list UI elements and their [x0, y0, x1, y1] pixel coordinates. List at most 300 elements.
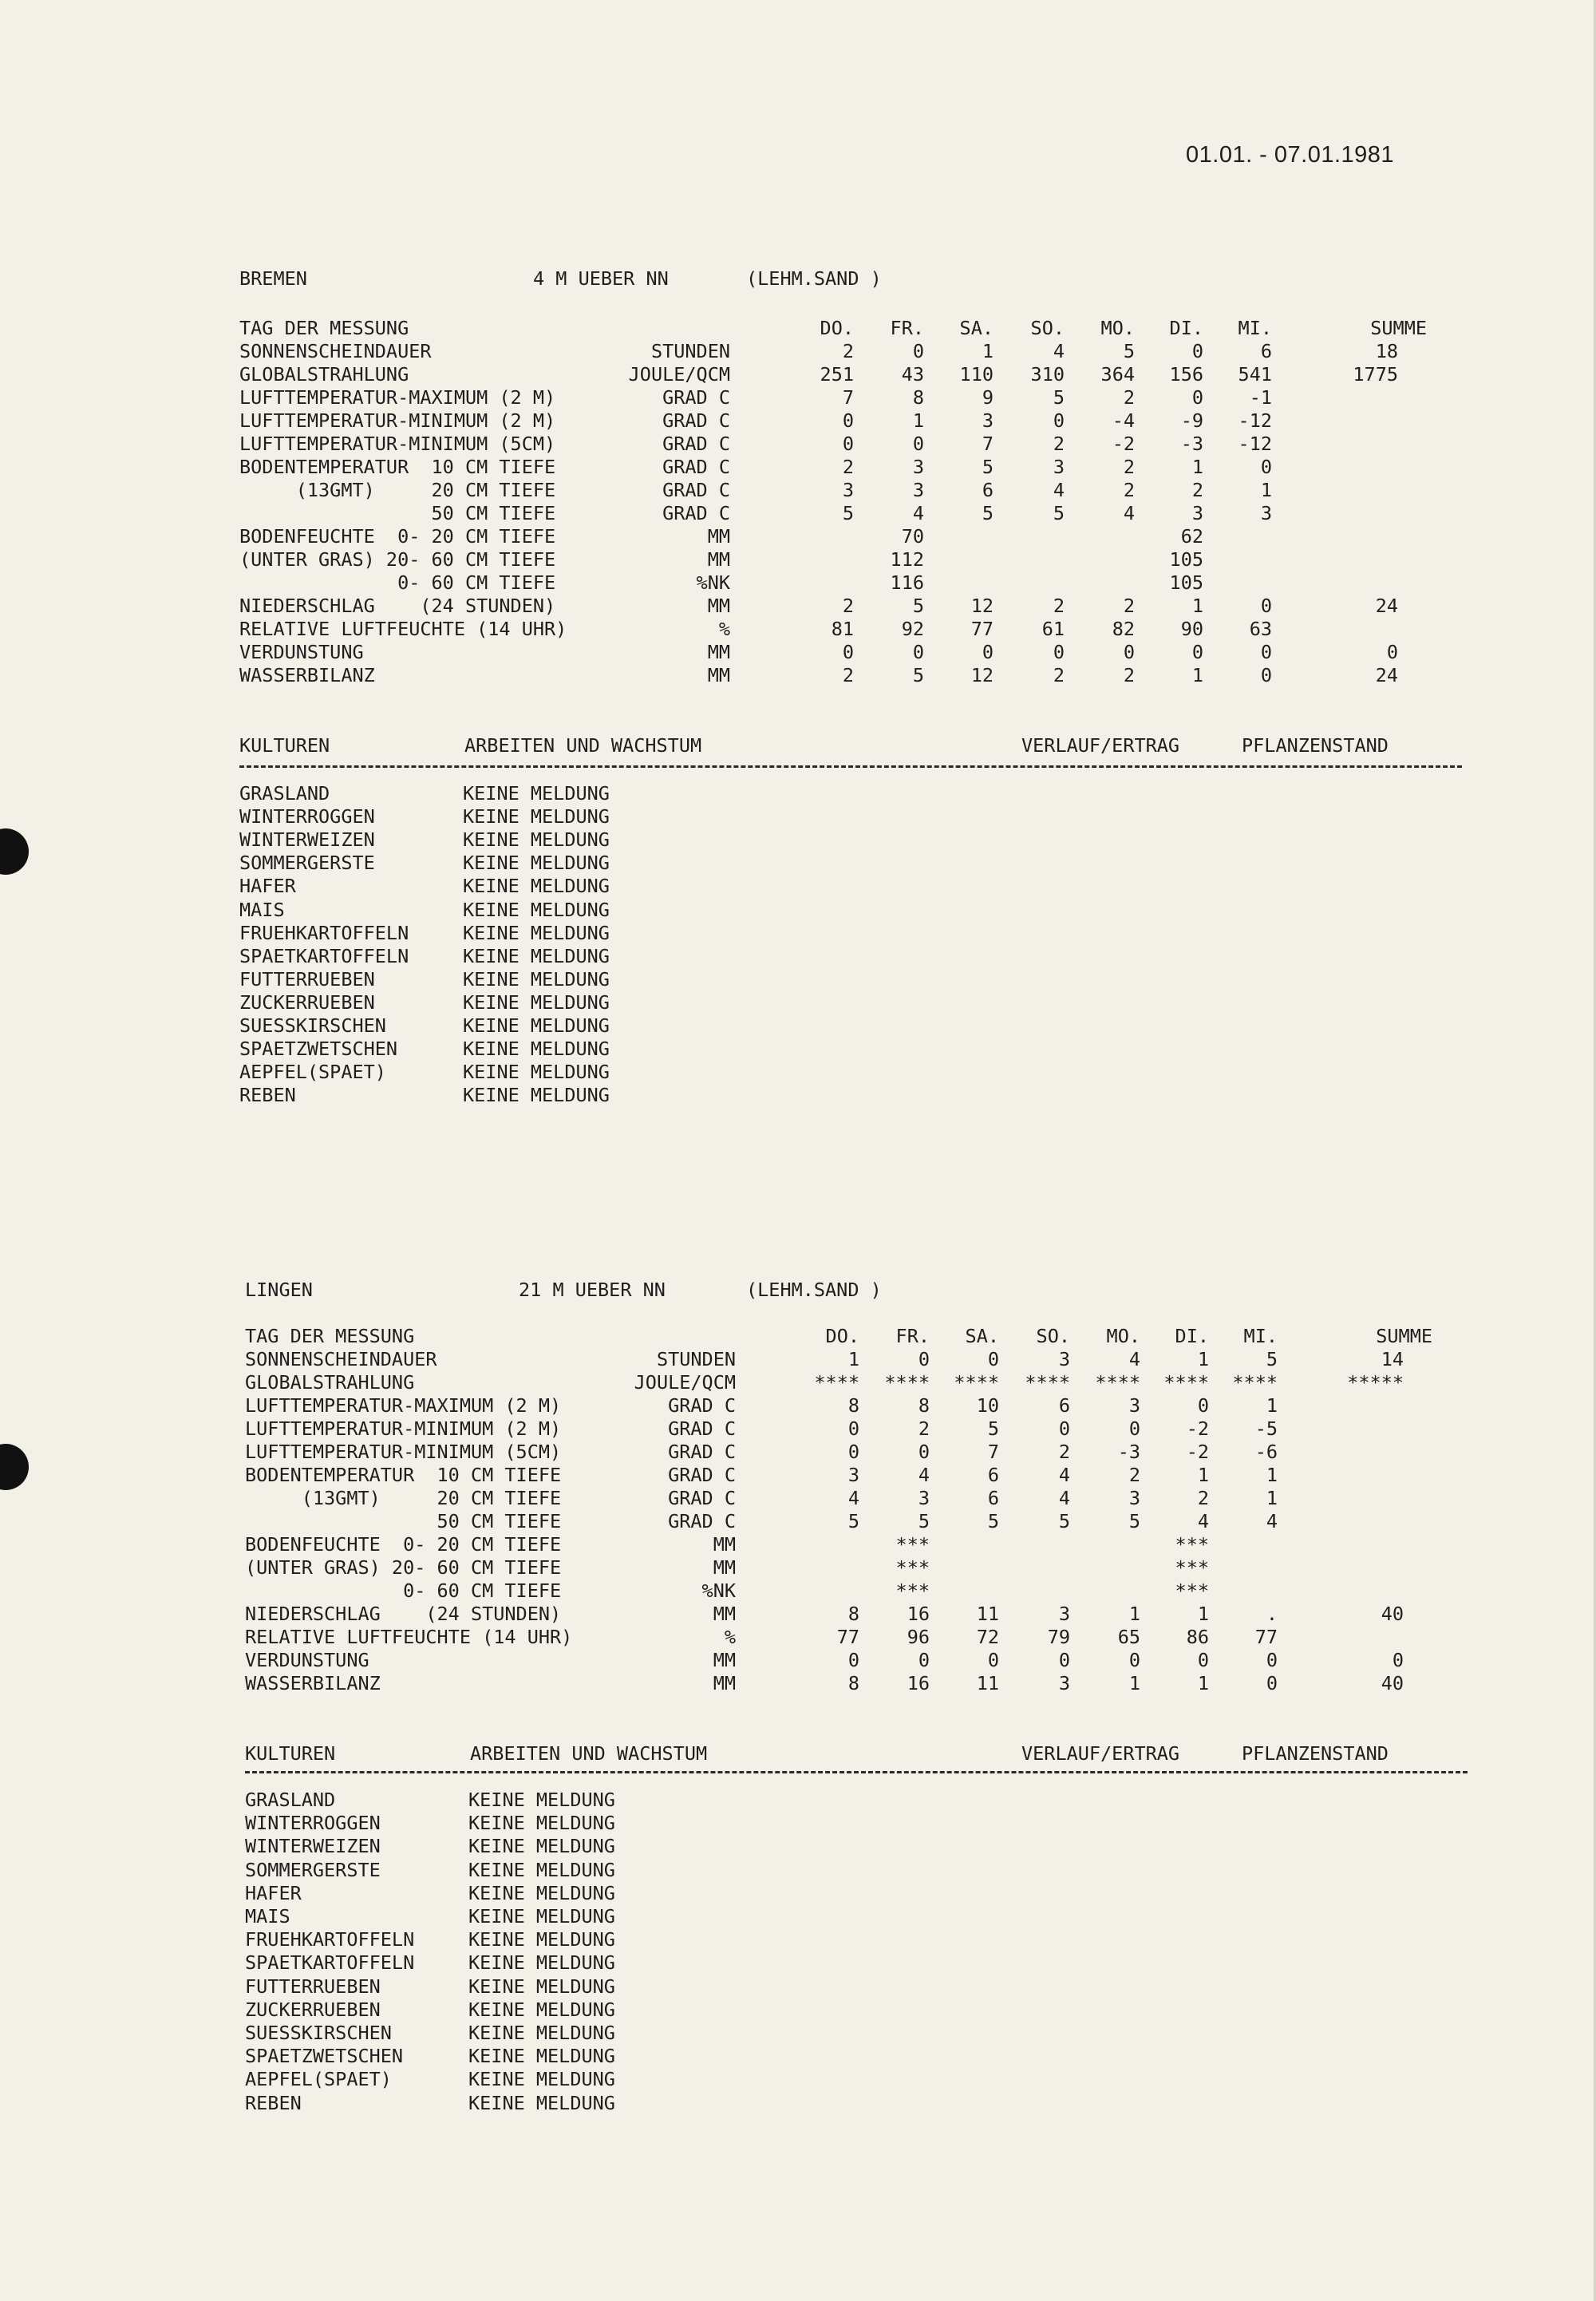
row-label: 50 CM TIEFE: [245, 1510, 562, 1532]
cell-summe: 0: [1392, 1649, 1404, 1671]
day-header: SO.: [1030, 317, 1065, 339]
day-header: SA.: [965, 1325, 999, 1347]
row-unit: GRAD C: [662, 456, 730, 478]
crop-status: KEINE MELDUNG: [463, 1084, 610, 1107]
crop-status: KEINE MELDUNG: [468, 1858, 615, 1881]
cell-value: 86: [1186, 1626, 1209, 1648]
cell-value: 251: [820, 363, 854, 385]
crop-name: HAFER: [245, 1881, 302, 1904]
row-label: LUFTTEMPERATUR-MINIMUM (2 M): [239, 409, 556, 432]
cell-value: 8: [918, 1394, 930, 1417]
crop-name: SPAETKARTOFFELN: [245, 1951, 415, 1975]
table-row: [0, 1533, 1596, 1556]
cell-value: 5: [1266, 1348, 1278, 1370]
cell-value: ***: [895, 1556, 930, 1579]
crop-status: KEINE MELDUNG: [463, 852, 610, 875]
table-row: [0, 1348, 1596, 1371]
row-unit: GRAD C: [668, 1464, 736, 1486]
row-unit: GRAD C: [662, 502, 730, 524]
dashed-separator: [239, 765, 1462, 768]
row-label: LUFTTEMPERATUR-MAXIMUM (2 M): [245, 1394, 562, 1417]
cell-value: 0: [987, 1348, 999, 1370]
crop-name: SUESSKIRSCHEN: [239, 1014, 386, 1037]
cell-value: 2: [842, 595, 854, 617]
row-label: (13GMT) 20 CM TIEFE: [239, 479, 556, 501]
crop-status: KEINE MELDUNG: [468, 2068, 615, 2091]
crop-name: MAIS: [245, 1905, 290, 1927]
cell-value: 4: [1128, 1348, 1140, 1370]
crop-status: KEINE MELDUNG: [468, 1812, 615, 1835]
cell-value: 1: [1197, 1603, 1209, 1625]
table-row: [0, 1579, 1596, 1603]
punch-hole: [0, 828, 29, 875]
cell-value: -2: [1112, 433, 1135, 455]
row-unit: %NK: [701, 1579, 736, 1602]
day-header: MO.: [1106, 1325, 1140, 1347]
cell-value: 77: [970, 618, 994, 640]
table-header-label: TAG DER MESSUNG: [239, 317, 409, 339]
row-unit: %: [718, 618, 730, 640]
day-header: MI.: [1243, 1325, 1278, 1347]
cell-value: 2: [1058, 1441, 1070, 1463]
cell-value: 92: [901, 618, 924, 640]
cell-value: 1: [1266, 1464, 1278, 1486]
day-header: SO.: [1036, 1325, 1070, 1347]
cell-value: 0: [842, 641, 854, 663]
crop-status: KEINE MELDUNG: [463, 1061, 610, 1084]
cell-summe: 0: [1386, 641, 1398, 663]
row-unit: STUNDEN: [650, 340, 730, 362]
crop-status: KEINE MELDUNG: [468, 2045, 615, 2068]
crop-status: KEINE MELDUNG: [463, 782, 610, 805]
cell-value: -5: [1254, 1417, 1278, 1440]
cell-value: 1: [1260, 479, 1272, 501]
cell-value: 0: [847, 1649, 859, 1671]
row-label: LUFTTEMPERATUR-MINIMUM (5CM): [239, 433, 556, 455]
row-unit: %: [724, 1626, 736, 1648]
day-header: DI.: [1169, 317, 1203, 339]
crop-status: KEINE MELDUNG: [468, 1881, 615, 1904]
crop-status: KEINE MELDUNG: [468, 1835, 615, 1858]
row-unit: GRAD C: [662, 409, 730, 432]
verlauf-col-label: VERLAUF/ERTRAG: [1021, 1742, 1180, 1765]
row-label: RELATIVE LUFTFEUCHTE (14 UHR): [239, 618, 567, 640]
cell-value: 6: [1058, 1394, 1070, 1417]
date-range: 01.01. - 07.01.1981: [1186, 142, 1395, 168]
cell-value: 0: [1260, 456, 1272, 478]
table-row: [0, 1510, 1596, 1533]
cell-value: 0: [1058, 1417, 1070, 1440]
cell-value: 0: [918, 1441, 930, 1463]
cell-summe: *****: [1347, 1371, 1404, 1394]
row-label: NIEDERSCHLAG (24 STUNDEN): [245, 1603, 562, 1625]
cell-value: 5: [912, 664, 924, 686]
cell-value: 0: [1123, 641, 1135, 663]
cell-value: 4: [1058, 1487, 1070, 1509]
crop-status: KEINE MELDUNG: [468, 1975, 615, 1998]
row-label: GLOBALSTRAHLUNG: [239, 363, 409, 385]
cell-value: 11: [976, 1603, 999, 1625]
cell-value: 2: [1123, 386, 1135, 409]
row-label: WASSERBILANZ: [245, 1672, 381, 1694]
cell-value: 12: [970, 664, 994, 686]
cell-value: ***: [895, 1533, 930, 1556]
cell-value: 4: [1197, 1510, 1209, 1532]
crop-status: KEINE MELDUNG: [463, 944, 610, 967]
row-label: NIEDERSCHLAG (24 STUNDEN): [239, 595, 556, 617]
cell-summe: 40: [1381, 1603, 1404, 1625]
cell-value: 2: [842, 664, 854, 686]
cell-value: 1: [1197, 1464, 1209, 1486]
cell-value: 3: [1058, 1348, 1070, 1370]
row-unit: MM: [713, 1556, 736, 1579]
cell-value: 1: [1191, 664, 1203, 686]
row-unit: JOULE/QCM: [634, 1371, 736, 1394]
cell-value: 5: [982, 456, 994, 478]
table-row: [0, 1487, 1596, 1510]
table-row: [0, 1626, 1596, 1649]
cell-value: 96: [907, 1626, 930, 1648]
day-header: DI.: [1175, 1325, 1209, 1347]
cell-value: ***: [1175, 1533, 1209, 1556]
cell-value: 5: [918, 1510, 930, 1532]
cell-summe: 14: [1381, 1348, 1404, 1370]
table-row: [0, 571, 1596, 595]
table-row: [0, 363, 1596, 386]
table-row: [0, 1464, 1596, 1487]
row-unit: MM: [707, 641, 730, 663]
crop-status: KEINE MELDUNG: [463, 1038, 610, 1061]
dashed-separator: [245, 1771, 1468, 1773]
cell-value: 112: [890, 548, 924, 571]
crop-status: KEINE MELDUNG: [468, 2022, 615, 2044]
day-header: SA.: [959, 317, 994, 339]
cell-value: 6: [987, 1487, 999, 1509]
table-row: [0, 641, 1596, 664]
cell-value: 156: [1169, 363, 1203, 385]
cell-value: 6: [982, 479, 994, 501]
row-label: GLOBALSTRAHLUNG: [245, 1371, 415, 1394]
row-unit: GRAD C: [668, 1394, 736, 1417]
crop-status: KEINE MELDUNG: [463, 967, 610, 990]
station-altitude: 21 M UEBER NN: [519, 1279, 666, 1301]
table-row: [0, 1556, 1596, 1579]
cell-value: 1: [1128, 1672, 1140, 1694]
crop-status: KEINE MELDUNG: [468, 1789, 615, 1811]
crop-name: REBEN: [239, 1084, 296, 1107]
cell-value: 0: [1260, 664, 1272, 686]
crop-name: HAFER: [239, 875, 296, 898]
cell-value: 79: [1047, 1626, 1070, 1648]
row-unit: MM: [707, 548, 730, 571]
cell-value: 3: [912, 479, 924, 501]
crop-name: FUTTERRUEBEN: [239, 967, 375, 990]
day-header: MO.: [1100, 317, 1135, 339]
row-label: (UNTER GRAS) 20- 60 CM TIEFE: [239, 548, 556, 571]
arbeiten-col-label: ARBEITEN UND WACHSTUM: [464, 734, 702, 757]
table-header-row: [0, 317, 1596, 340]
row-unit: JOULE/QCM: [628, 363, 730, 385]
cell-value: 16: [907, 1672, 930, 1694]
crop-name: WINTERWEIZEN: [245, 1835, 381, 1858]
row-unit: MM: [713, 1533, 736, 1556]
table-header-label: TAG DER MESSUNG: [245, 1325, 415, 1347]
cell-value: 3: [842, 479, 854, 501]
cell-value: ***: [1175, 1579, 1209, 1602]
cell-value: 77: [1254, 1626, 1278, 1648]
crop-status: KEINE MELDUNG: [468, 1998, 615, 2021]
crop-status: KEINE MELDUNG: [463, 805, 610, 828]
table-row: [0, 595, 1596, 618]
cell-value: 4: [847, 1487, 859, 1509]
row-unit: MM: [713, 1649, 736, 1671]
cell-value: 9: [982, 386, 994, 409]
crop-status: KEINE MELDUNG: [463, 828, 610, 852]
table-row: [0, 456, 1596, 479]
cell-value: 0: [912, 340, 924, 362]
row-label: VERDUNSTUNG: [245, 1649, 369, 1671]
cell-value: 0: [1197, 1394, 1209, 1417]
table-row: [0, 1672, 1596, 1695]
cell-value: 0: [847, 1441, 859, 1463]
row-unit: MM: [713, 1603, 736, 1625]
crop-name: REBEN: [245, 2091, 302, 2114]
cell-value: 2: [918, 1417, 930, 1440]
cell-value: 5: [1053, 386, 1065, 409]
row-label: SONNENSCHEINDAUER: [245, 1348, 437, 1370]
cell-value: .: [1266, 1603, 1278, 1625]
cell-value: 0: [1053, 641, 1065, 663]
table-row: [0, 1603, 1596, 1626]
cell-value: 1: [1266, 1394, 1278, 1417]
table-row: [0, 409, 1596, 433]
cell-summe: 24: [1375, 595, 1398, 617]
summe-header: SUMME: [1370, 317, 1427, 339]
cell-value: 105: [1169, 548, 1203, 571]
cell-value: 0: [987, 1649, 999, 1671]
cell-value: 4: [1053, 340, 1065, 362]
table-row: [0, 386, 1596, 409]
cell-summe: 18: [1375, 340, 1398, 362]
cell-value: 2: [1128, 1464, 1140, 1486]
crop-status: KEINE MELDUNG: [468, 2091, 615, 2114]
cell-value: 8: [847, 1672, 859, 1694]
crop-name: ZUCKERRUEBEN: [245, 1998, 381, 2021]
table-row: [0, 479, 1596, 502]
crop-name: SPAETZWETSCHEN: [245, 2045, 404, 2068]
cell-value: 2: [1123, 664, 1135, 686]
cell-value: ****: [1232, 1371, 1278, 1394]
cell-value: 105: [1169, 571, 1203, 594]
station-soil: (LEHM.SAND ): [746, 267, 882, 290]
cell-value: 3: [1260, 502, 1272, 524]
row-label: 50 CM TIEFE: [239, 502, 556, 524]
station-altitude: 4 M UEBER NN: [533, 267, 669, 290]
cell-value: 0: [1266, 1672, 1278, 1694]
cell-value: 1: [1191, 456, 1203, 478]
cell-value: 0: [1191, 340, 1203, 362]
row-label: WASSERBILANZ: [239, 664, 375, 686]
cell-value: 5: [987, 1510, 999, 1532]
cell-value: 65: [1117, 1626, 1140, 1648]
cell-value: 7: [842, 386, 854, 409]
cell-value: 5: [1053, 502, 1065, 524]
cell-value: ****: [1095, 1371, 1140, 1394]
day-header: FR.: [895, 1325, 930, 1347]
cell-value: 5: [847, 1510, 859, 1532]
row-label: BODENFEUCHTE 0- 20 CM TIEFE: [239, 525, 556, 548]
cell-value: 4: [912, 502, 924, 524]
table-row: [0, 340, 1596, 363]
cell-value: 3: [1053, 456, 1065, 478]
cell-value: 116: [890, 571, 924, 594]
table-header-row: [0, 1325, 1596, 1348]
cell-value: ****: [954, 1371, 999, 1394]
row-unit: GRAD C: [668, 1510, 736, 1532]
cell-value: 3: [918, 1487, 930, 1509]
table-row: [0, 618, 1596, 641]
cell-value: 0: [1058, 1649, 1070, 1671]
cell-value: 2: [1123, 456, 1135, 478]
cell-value: 4: [1266, 1510, 1278, 1532]
cell-value: -6: [1254, 1441, 1278, 1463]
cell-value: 0: [842, 409, 854, 432]
cell-value: 7: [987, 1441, 999, 1463]
cell-value: 0: [918, 1348, 930, 1370]
cell-value: 7: [982, 433, 994, 455]
kulturen-col-label: KULTUREN: [245, 1742, 336, 1765]
cell-value: 2: [842, 456, 854, 478]
cell-value: 3: [1128, 1487, 1140, 1509]
cell-value: 61: [1041, 618, 1065, 640]
table-row: [0, 1649, 1596, 1672]
cell-value: 0: [1197, 1649, 1209, 1671]
cell-value: 16: [907, 1603, 930, 1625]
cell-value: 1: [1197, 1672, 1209, 1694]
crop-name: MAIS: [239, 898, 285, 921]
cell-value: 2: [1053, 595, 1065, 617]
cell-value: 2: [1123, 479, 1135, 501]
crop-name: WINTERROGGEN: [245, 1812, 381, 1835]
cell-value: 3: [1128, 1394, 1140, 1417]
row-unit: MM: [713, 1672, 736, 1694]
cell-value: 0: [1266, 1649, 1278, 1671]
cell-value: 90: [1180, 618, 1203, 640]
cell-value: 0: [842, 433, 854, 455]
cell-value: 541: [1238, 363, 1272, 385]
cell-value: -3: [1180, 433, 1203, 455]
summe-header: SUMME: [1376, 1325, 1432, 1347]
cell-value: 4: [1053, 479, 1065, 501]
table-row: [0, 1441, 1596, 1464]
row-unit: GRAD C: [668, 1417, 736, 1440]
cell-value: 0: [1260, 641, 1272, 663]
day-header: DO.: [820, 317, 854, 339]
cell-value: 8: [912, 386, 924, 409]
cell-value: 110: [959, 363, 994, 385]
cell-value: 6: [987, 1464, 999, 1486]
crop-name: FRUEHKARTOFFELN: [239, 921, 409, 944]
cell-value: 0: [982, 641, 994, 663]
cell-value: 364: [1100, 363, 1135, 385]
crop-status: KEINE MELDUNG: [463, 1014, 610, 1037]
day-header: FR.: [890, 317, 924, 339]
cell-value: -4: [1112, 409, 1135, 432]
table-row: [0, 664, 1596, 687]
cell-value: 1: [1128, 1603, 1140, 1625]
row-unit: GRAD C: [662, 479, 730, 501]
row-unit: MM: [707, 595, 730, 617]
row-label: (UNTER GRAS) 20- 60 CM TIEFE: [245, 1556, 562, 1579]
crop-status: KEINE MELDUNG: [468, 1905, 615, 1927]
cell-value: 11: [976, 1672, 999, 1694]
cell-value: 3: [1058, 1672, 1070, 1694]
cell-value: 0: [1128, 1649, 1140, 1671]
row-unit: %NK: [696, 571, 730, 594]
table-row: [0, 1394, 1596, 1417]
row-unit: STUNDEN: [656, 1348, 736, 1370]
crop-name: SOMMERGERSTE: [245, 1858, 381, 1881]
row-label: LUFTTEMPERATUR-MAXIMUM (2 M): [239, 386, 556, 409]
cell-value: 8: [847, 1603, 859, 1625]
cell-value: 0: [1191, 386, 1203, 409]
cell-value: 8: [847, 1394, 859, 1417]
station-soil: (LEHM.SAND ): [746, 1279, 882, 1301]
cell-value: -2: [1186, 1417, 1209, 1440]
crop-name: WINTERROGGEN: [239, 805, 375, 828]
cell-value: 3: [1058, 1603, 1070, 1625]
crop-name: SPAETKARTOFFELN: [239, 944, 409, 967]
crop-status: KEINE MELDUNG: [463, 875, 610, 898]
crop-name: ZUCKERRUEBEN: [239, 990, 375, 1014]
table-row: [0, 525, 1596, 548]
cell-value: 12: [970, 595, 994, 617]
cell-value: 310: [1030, 363, 1065, 385]
table-row: [0, 433, 1596, 456]
row-label: BODENFEUCHTE 0- 20 CM TIEFE: [245, 1533, 562, 1556]
cell-value: 6: [1260, 340, 1272, 362]
crop-status: KEINE MELDUNG: [463, 990, 610, 1014]
cell-value: 5: [982, 502, 994, 524]
cell-value: 62: [1180, 525, 1203, 548]
cell-value: -3: [1117, 1441, 1140, 1463]
table-row: [0, 1371, 1596, 1394]
crop-status: KEINE MELDUNG: [468, 1928, 615, 1951]
crop-name: GRASLAND: [245, 1789, 336, 1811]
arbeiten-col-label: ARBEITEN UND WACHSTUM: [470, 1742, 708, 1765]
cell-value: 77: [836, 1626, 859, 1648]
cell-value: 1: [1266, 1487, 1278, 1509]
crop-status: KEINE MELDUNG: [463, 921, 610, 944]
cell-value: 0: [912, 433, 924, 455]
cell-value: 3: [1191, 502, 1203, 524]
cell-value: 3: [982, 409, 994, 432]
cell-value: 0: [847, 1417, 859, 1440]
cell-value: 5: [987, 1417, 999, 1440]
cell-value: 3: [847, 1464, 859, 1486]
cell-summe: 24: [1375, 664, 1398, 686]
pflanzenstand-col-label: PFLANZENSTAND: [1242, 1742, 1389, 1765]
cell-value: ****: [814, 1371, 859, 1394]
row-label: LUFTTEMPERATUR-MINIMUM (2 M): [245, 1417, 562, 1440]
cell-value: 0: [1191, 641, 1203, 663]
cell-value: 63: [1249, 618, 1272, 640]
row-unit: GRAD C: [662, 433, 730, 455]
cell-value: 3: [912, 456, 924, 478]
cell-value: 0: [1128, 1417, 1140, 1440]
cell-value: 72: [976, 1626, 999, 1648]
table-row: [0, 548, 1596, 571]
